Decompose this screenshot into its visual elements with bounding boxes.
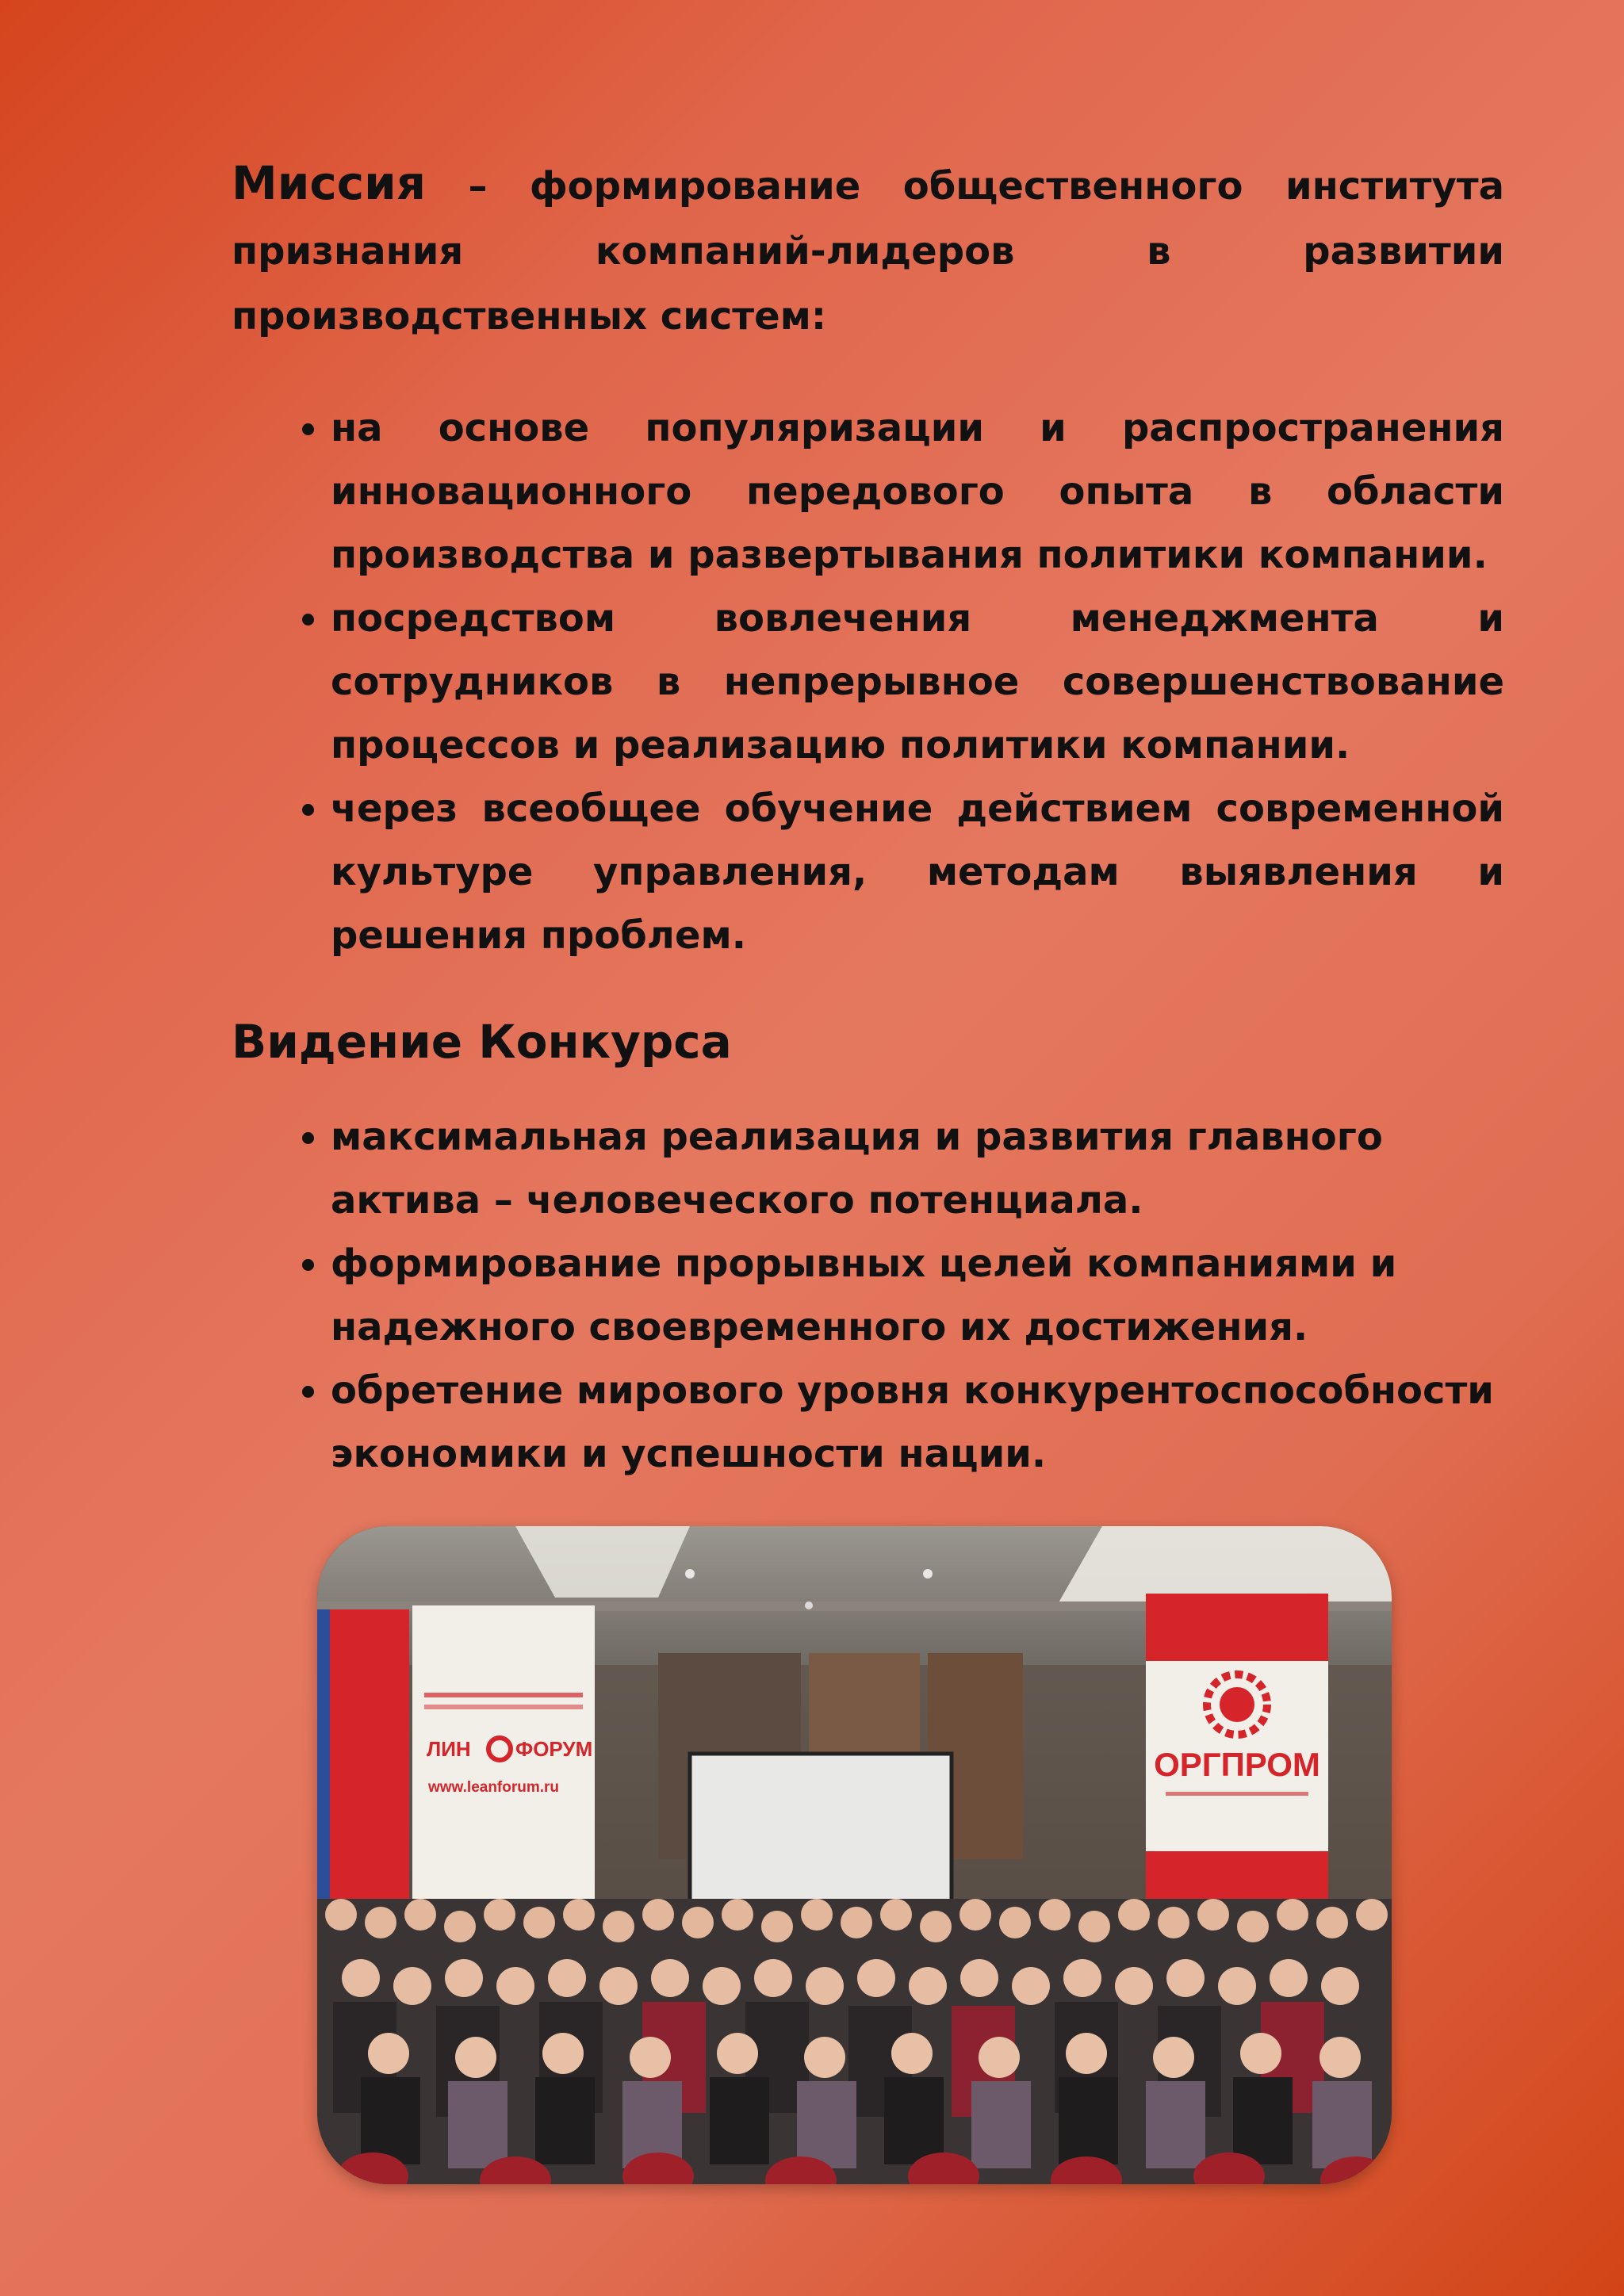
vision-point: • обретение мирового уровня конкурентоспособности экономики и успешности нации. [331, 1359, 1504, 1486]
mission-paragraph [232, 151, 1504, 349]
banner-left-url: www.leanforum.ru [428, 1779, 560, 1796]
mission-point: • посредством вовлечения менеджмента и сотрудников в непрерывное совершенствование процессов и реализацию политики компании. [331, 587, 1504, 777]
mission-point: • через всеобщее обучение действием современной культуре управления, методам выявления и решения проблем. [331, 777, 1504, 967]
banner-right-name: ОРГПРОМ [1154, 1746, 1320, 1783]
vision-point: • формирование прорывных целей компаниями и надежного своевременного их достижения. [331, 1232, 1504, 1359]
banner-left-name-a: ЛИН [427, 1737, 471, 1761]
crowd [317, 1899, 1392, 2184]
vision-list [232, 1105, 1504, 1486]
document-body [232, 151, 1504, 1486]
group-photo [317, 1526, 1392, 2184]
vision-point: • максимальная реализация и развития главного актива – человеческого потенциала. [331, 1105, 1504, 1232]
banner-left-name-b: ФОРУМ [515, 1737, 593, 1761]
group-photo-image [317, 1526, 1392, 2184]
mission-text: – формирование общественного института признания компаний-лидеров в развитии производственных систем: [232, 164, 1504, 339]
vision-heading: Видение Конкурса [232, 1015, 732, 1069]
mission-list [232, 396, 1504, 967]
mission-point: • на основе популяризации и распространения инновационного передового опыта в области производства и развертывания политики компании. [331, 396, 1504, 587]
mission-term: Миссия [232, 156, 426, 210]
